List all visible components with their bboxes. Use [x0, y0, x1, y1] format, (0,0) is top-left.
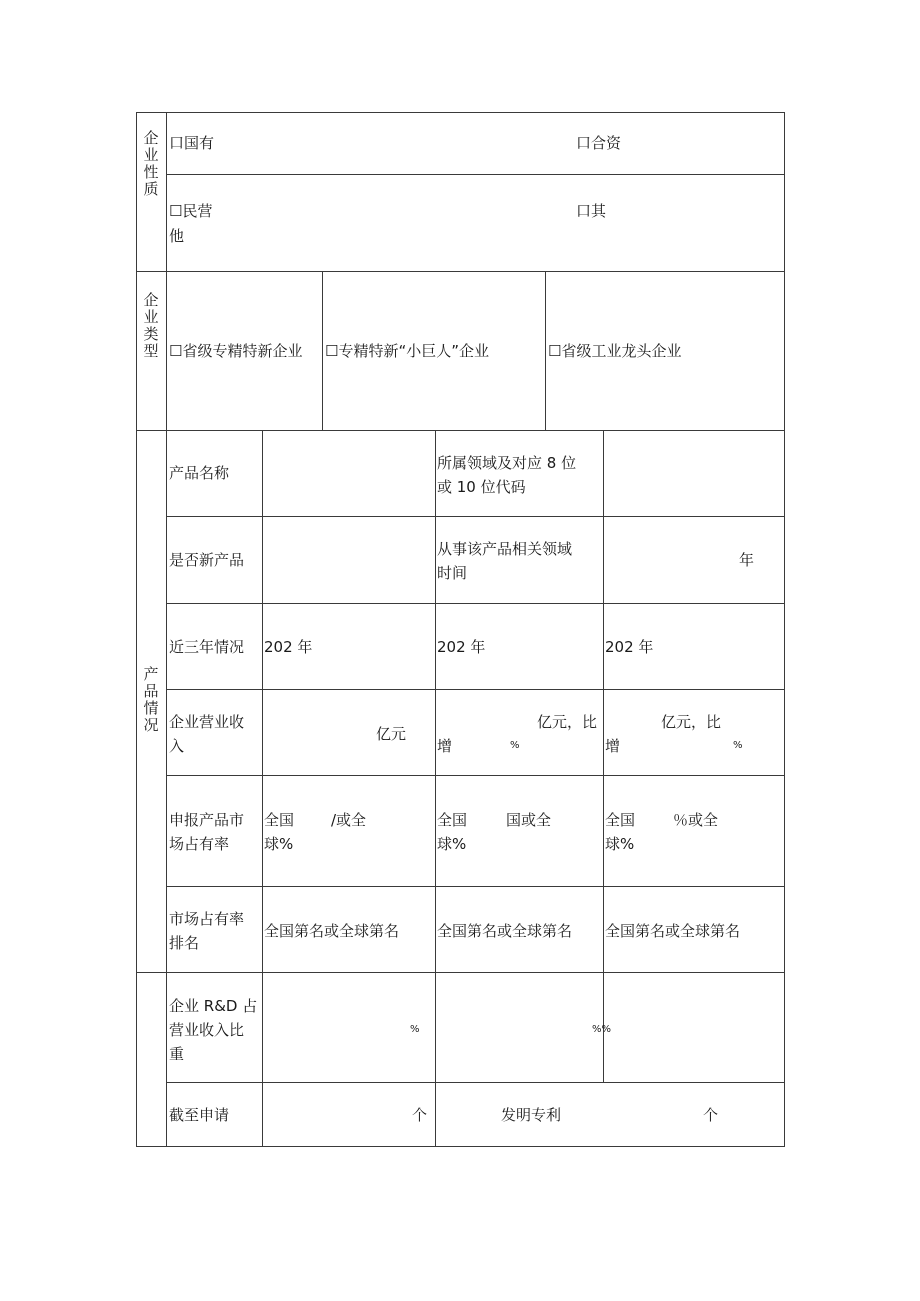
checkbox-joint-venture[interactable]: 口合资: [576, 134, 622, 152]
checkbox-other[interactable]: 口其: [576, 202, 607, 220]
market-rank-cell-3: 全国第名或全球第名: [605, 922, 741, 940]
is-new-product-label: 是否新产品: [169, 551, 245, 569]
rd-ratio-label-line2: 营业收入比: [169, 1021, 245, 1039]
rd-ratio-label-line3: 重: [169, 1045, 185, 1063]
year-cell-1: 202 年: [264, 638, 313, 656]
type-col-divider-2: [545, 271, 546, 431]
years-unit: 年: [739, 551, 755, 569]
market-share-1-a: 全国: [264, 811, 295, 829]
checkbox-provincial-specialized[interactable]: ☐省级专精特新企业: [169, 342, 303, 360]
rd-ratio-pct-2: %%: [592, 1024, 612, 1035]
market-share-1-b: /或全: [331, 811, 367, 829]
year-cell-2: 202 年: [437, 638, 486, 656]
divider-nature-type: [136, 271, 785, 272]
nature-section-label: 企业性质: [143, 129, 159, 198]
years-engaged-label-line2: 时间: [437, 564, 468, 582]
row-divider-rd: [166, 1082, 785, 1083]
border-left: [136, 112, 137, 1147]
year-cell-3: 202 年: [605, 638, 654, 656]
revenue-growth-3-b: 增: [605, 737, 621, 755]
type-col-divider-1: [322, 271, 323, 431]
market-rank-cell-1: 全国第名或全球第名: [264, 922, 400, 940]
checkbox-state-owned[interactable]: 口国有: [169, 134, 215, 152]
checkbox-private[interactable]: ☐民营: [169, 202, 213, 220]
market-share-3-a: 全国: [605, 811, 636, 829]
row-divider-3: [166, 689, 785, 690]
market-share-label-line2: 场占有率: [169, 835, 230, 853]
market-share-2-b: 国或全: [506, 811, 552, 829]
revenue-unit-1: 亿元: [376, 725, 407, 743]
recent-three-years-label: 近三年情况: [169, 638, 245, 656]
revenue-label-line2: 入: [169, 737, 185, 755]
invention-patent-label: 发明专利: [501, 1106, 562, 1124]
market-share-3-b: ％或全: [673, 811, 719, 829]
checkbox-provincial-leader[interactable]: ☐省级工业龙头企业: [548, 342, 682, 360]
market-rank-cell-2: 全国第名或全球第名: [437, 922, 573, 940]
col-divider-c: [603, 430, 604, 1083]
row-divider-4: [166, 775, 785, 776]
field-code-label-line1: 所属领域及对应 8 位: [437, 454, 577, 472]
col-divider-a: [262, 430, 263, 1147]
market-rank-label-line2: 排名: [169, 934, 200, 952]
market-share-2-tail: 球%: [437, 835, 467, 853]
years-engaged-label-line1: 从事该产品相关领域: [437, 540, 573, 558]
as-of-application-label: 截至申请: [169, 1106, 230, 1124]
divider-nature-rows: [166, 174, 785, 175]
market-share-label-line1: 申报产品市: [169, 811, 245, 829]
revenue-growth-2-pct: %: [510, 740, 520, 751]
divider-type-product: [136, 430, 785, 431]
product-name-label: 产品名称: [169, 464, 230, 482]
count-unit-1: 个: [412, 1106, 428, 1124]
revenue-growth-2-b: 增: [437, 737, 453, 755]
row-divider-5: [166, 886, 785, 887]
market-share-3-tail: 球%: [605, 835, 635, 853]
market-share-2-a: 全国: [437, 811, 468, 829]
row-divider-2: [166, 603, 785, 604]
type-section-label: 企业类型: [143, 291, 159, 360]
revenue-growth-3-a: 亿元，比: [661, 713, 722, 731]
checkbox-other-wrap: 他: [169, 227, 185, 245]
divider-product-rd: [136, 972, 785, 973]
count-unit-2: 个: [703, 1106, 719, 1124]
product-section-label: 产品情况: [143, 665, 159, 734]
market-rank-label-line1: 市场占有率: [169, 910, 245, 928]
checkbox-little-giant[interactable]: ☐专精特新“小巨人”企业: [325, 342, 489, 360]
rd-ratio-label-line1: 企业 R&D 占: [169, 997, 258, 1015]
col-divider-b: [435, 430, 436, 1147]
revenue-label-line1: 企业营业收: [169, 713, 245, 731]
revenue-growth-2-a: 亿元，比: [537, 713, 598, 731]
border-top: [136, 112, 785, 113]
field-code-label-line2: 或 10 位代码: [437, 478, 526, 496]
row-divider-1: [166, 516, 785, 517]
border-bottom: [136, 1146, 785, 1147]
revenue-growth-3-pct: %: [733, 740, 743, 751]
rd-ratio-pct-1: %: [410, 1024, 420, 1035]
label-column-divider: [166, 112, 167, 1147]
border-right: [784, 112, 785, 1147]
market-share-1-tail: 球%: [264, 835, 294, 853]
